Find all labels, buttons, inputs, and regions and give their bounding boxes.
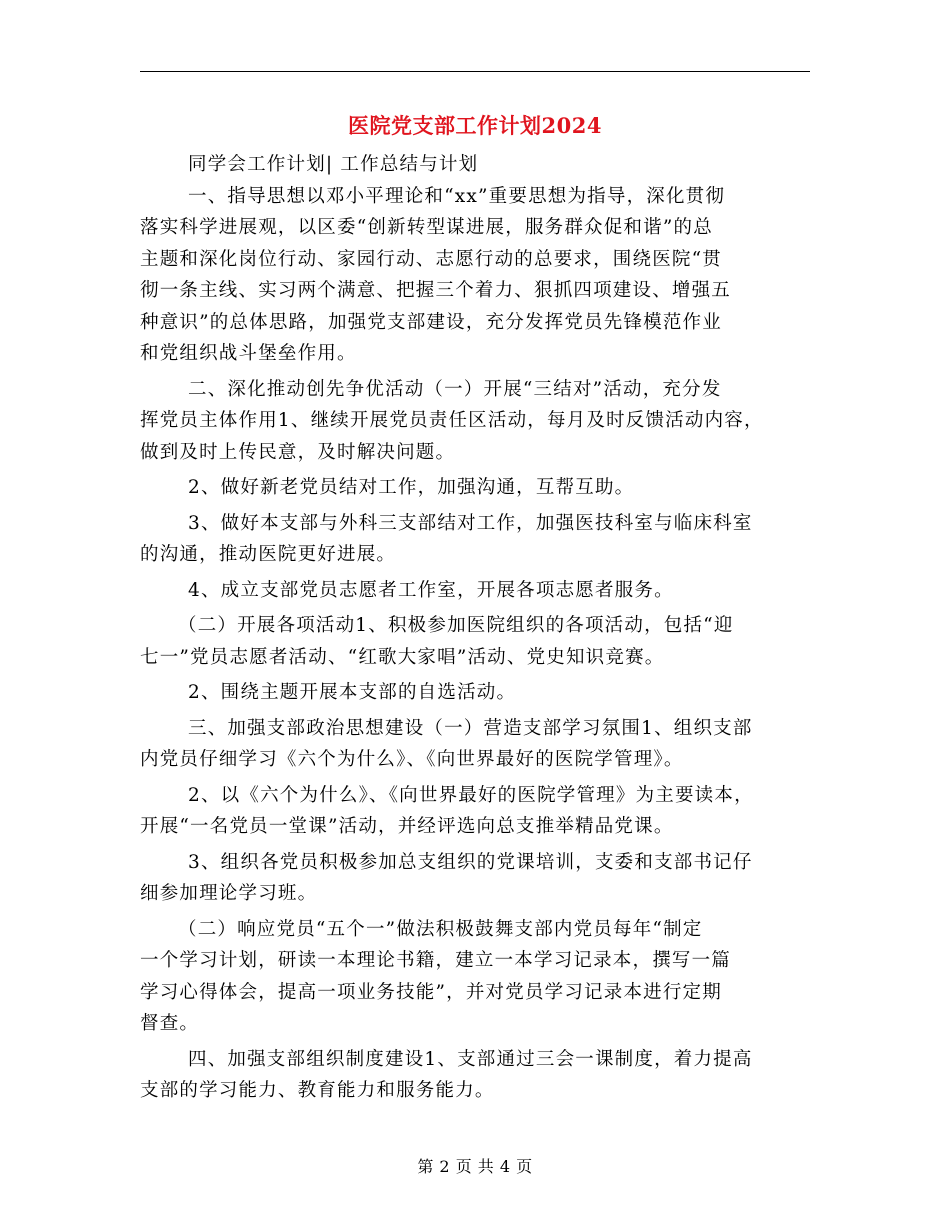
text-line: 2、做好新老党员结对工作，加强沟通，互帮互助。 xyxy=(188,477,635,498)
text-line: 督查。 xyxy=(140,1013,200,1034)
text-line: 内党员仔细学习《六个为什么》、《向世界最好的医院学管理》。 xyxy=(140,749,684,770)
text-line: 支部的学习能力、教育能力和服务能力。 xyxy=(140,1080,495,1101)
text-line: 七一”党员志愿者活动、“红歌大家唱”活动、党史知识竞赛。 xyxy=(140,646,665,668)
text-line: 开展“一名党员一堂课”活动，并经评选向总支推举精品党课。 xyxy=(140,816,674,837)
text-line: 三、加强支部政治思想建设（一）营造支部学习氛围1、组织支部 xyxy=(188,717,753,739)
text-line: 做到及时上传民意，及时解决问题。 xyxy=(140,441,456,463)
text-line: 彻一条主线、实习两个满意、把握三个着力、狠抓四项建设、增强五 xyxy=(140,280,732,301)
text-line: 挥党员主体作用1、继续开展党员责任区活动，每月及时反馈活动内容， xyxy=(140,410,764,431)
text-line: 3、组织各党员积极参加总支组织的党课培训，支委和支部书记仔 xyxy=(188,851,753,873)
text-line: 3、做好本支部与外科三支部结对工作，加强医技科室与临床科室 xyxy=(188,512,753,534)
text-line: 落实科学进展观，以区委“创新转型谋进展，服务群众促和谐”的总 xyxy=(140,217,713,238)
document-title: 医院党支部工作计划2024 xyxy=(348,113,602,138)
text-line: 2、以《六个为什么》、《向世界最好的医院学管理》为主要读本， xyxy=(188,784,754,806)
text-line: 一、指导思想以邓小平理论和“xx”重要思想为指导，深化贯彻 xyxy=(188,185,726,207)
text-line: （二）开展各项活动1、积极参加医院组织的各项活动，包括“迎 xyxy=(178,615,734,636)
text-line: 4、成立支部党员志愿者工作室，开展各项志愿者服务。 xyxy=(188,579,674,601)
text-line: 四、加强支部组织制度建设1、支部通过三会一课制度，着力提高 xyxy=(188,1048,753,1070)
text-line: 二、深化推动创先争优活动（一）开展“三结对”活动，充分发 xyxy=(188,378,722,400)
text-line: 的沟通，推动医院更好进展。 xyxy=(140,544,397,565)
text-line: 主题和深化岗位行动、家园行动、志愿行动的总要求，围绕医院“贯 xyxy=(140,248,722,270)
text-line: （二）响应党员“五个一”做法积极鼓舞支部内党员每年“制定 xyxy=(178,918,703,940)
text-line: 细参加理论学习班。 xyxy=(140,883,318,904)
page-footer: 第 2 页 共 4 页 xyxy=(417,1157,533,1176)
document-body xyxy=(140,149,820,1107)
text-line: 种意识”的总体思路，加强党支部建设，充分发挥党员先锋模范作业 xyxy=(140,311,722,333)
text-line: 和党组织战斗堡垒作用。 xyxy=(140,343,357,364)
text-line: 学习心得体会，提高一项业务技能”，并对党员学习记录本进行定期 xyxy=(140,981,722,1003)
text-line: 一个学习计划，研读一本理论书籍，建立一本学习记录本，撰写一篇 xyxy=(140,950,732,971)
text-line: 2、围绕主题开展本支部的自选活动。 xyxy=(188,682,517,703)
text-line: 同学会工作计划| 工作总结与计划 xyxy=(188,154,479,175)
header-rule xyxy=(140,71,810,72)
